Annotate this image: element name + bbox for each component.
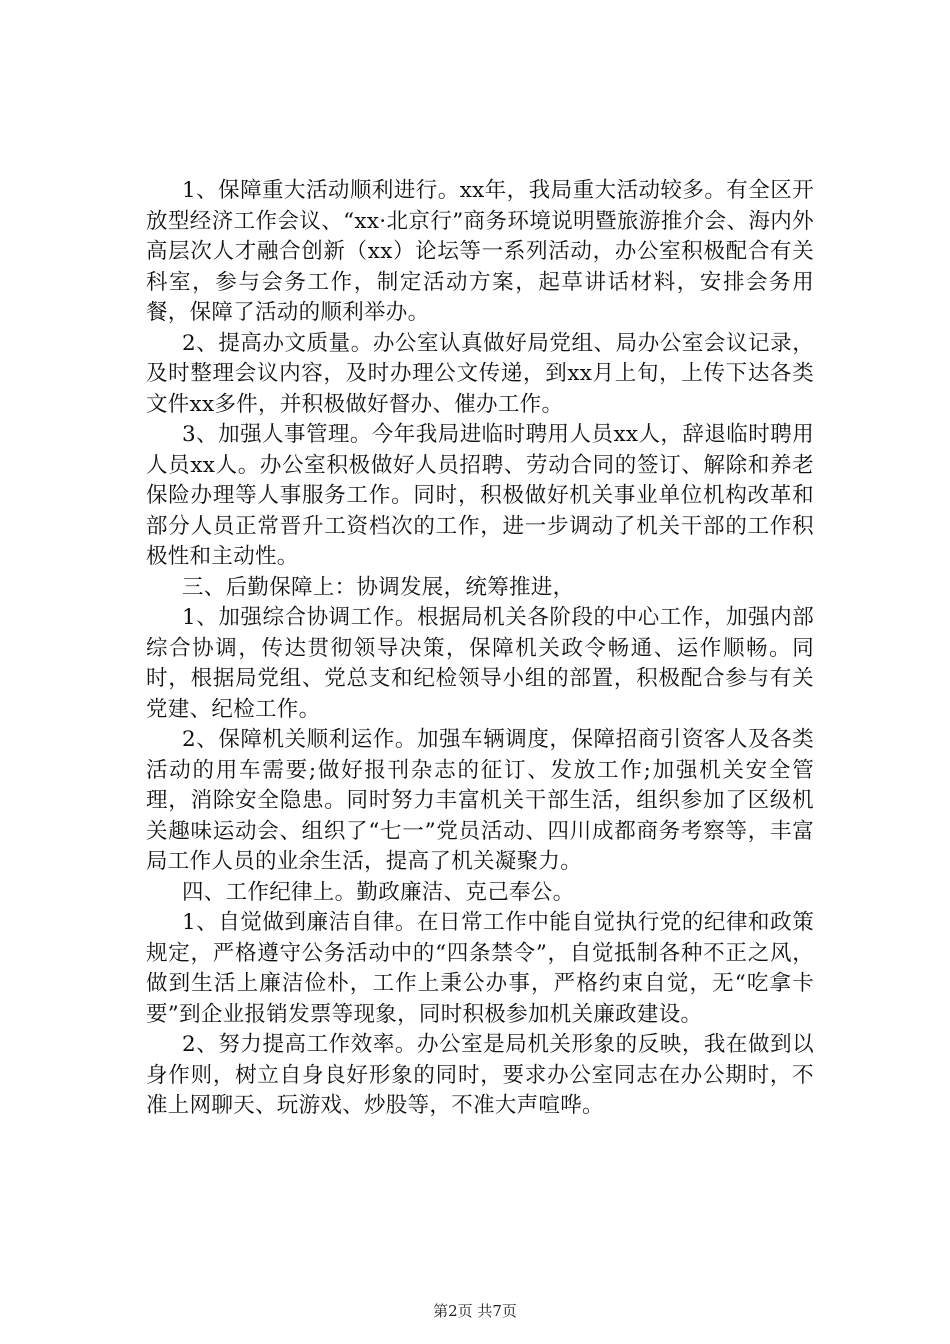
- page-number-footer: 第2页 共7页: [433, 1302, 517, 1320]
- section-heading-logistics: 三、后勤保障上：协调发展，统筹推进，: [182, 574, 575, 600]
- paragraph-operations: 2、保障机关顺利运作。加强车辆调度，保障招商引资客人及各类活动的用车需要;做好报刊杂志的征订、发放工作;加强机关安全管理，消除安全隐患。同时努力丰富机关干部生活，组织参加了区级机关趣味运动会、组织了“七一”党员活动、四川成都商务考察等，丰富局工作人员的业余生活，提高了机关凝聚力。: [146, 727, 814, 874]
- paragraph-major-events: 1、保障重大活动顺利进行。xx年，我局重大活动较多。有全区开放型经济工作会议、“xx·北京行”商务环境说明暨旅游推介会、海内外高层次人才融合创新（xx）论坛等一系列活动，办公室积极配合有关科室，参与会务工作，制定活动方案，起草讲话材料，安排会务用餐，保障了活动的顺利举办。: [146, 178, 814, 325]
- section-heading-discipline: 四、工作纪律上。勤政廉洁、克己奉公。: [182, 879, 575, 905]
- document-body: [146, 176, 814, 1122]
- paragraph-self-discipline: 1、自觉做到廉洁自律。在日常工作中能自觉执行党的纪律和政策规定，严格遵守公务活动中的“四条禁令”，自觉抵制各种不正之风，做到生活上廉洁俭朴，工作上秉公办事，严格约束自觉，无“吃拿卡要”到企业报销发票等现象，同时积极参加机关廉政建设。: [146, 910, 814, 1027]
- paragraph-efficiency: 2、努力提高工作效率。办公室是局机关形象的反映，我在做到以身作则，树立自身良好形象的同时，要求办公室同志在办公期时，不准上网聊天、玩游戏、炒股等，不准大声喧哗。: [146, 1032, 814, 1118]
- paragraph-personnel-management: 3、加强人事管理。今年我局进临时聘用人员xx人，辞退临时聘用人员xx人。办公室积极做好人员招聘、劳动合同的签订、解除和养老保险办理等人事服务工作。同时，积极做好机关事业单位机构改革和部分人员正常晋升工资档次的工作，进一步调动了机关干部的工作积极性和主动性。: [146, 422, 814, 569]
- paragraph-coordination: 1、加强综合协调工作。根据局机关各阶段的中心工作，加强内部综合协调，传达贯彻领导决策，保障机关政令畅通、运作顺畅。同时，根据局党组、党总支和纪检领导小组的部置，积极配合参与有关党建、纪检工作。: [146, 605, 814, 722]
- paragraph-document-quality: 2、提高办文质量。办公室认真做好局党组、局办公室会议记录，及时整理会议内容，及时办理公文传递，到xx月上旬，上传下达各类文件xx多件，并积极做好督办、催办工作。: [146, 330, 814, 417]
